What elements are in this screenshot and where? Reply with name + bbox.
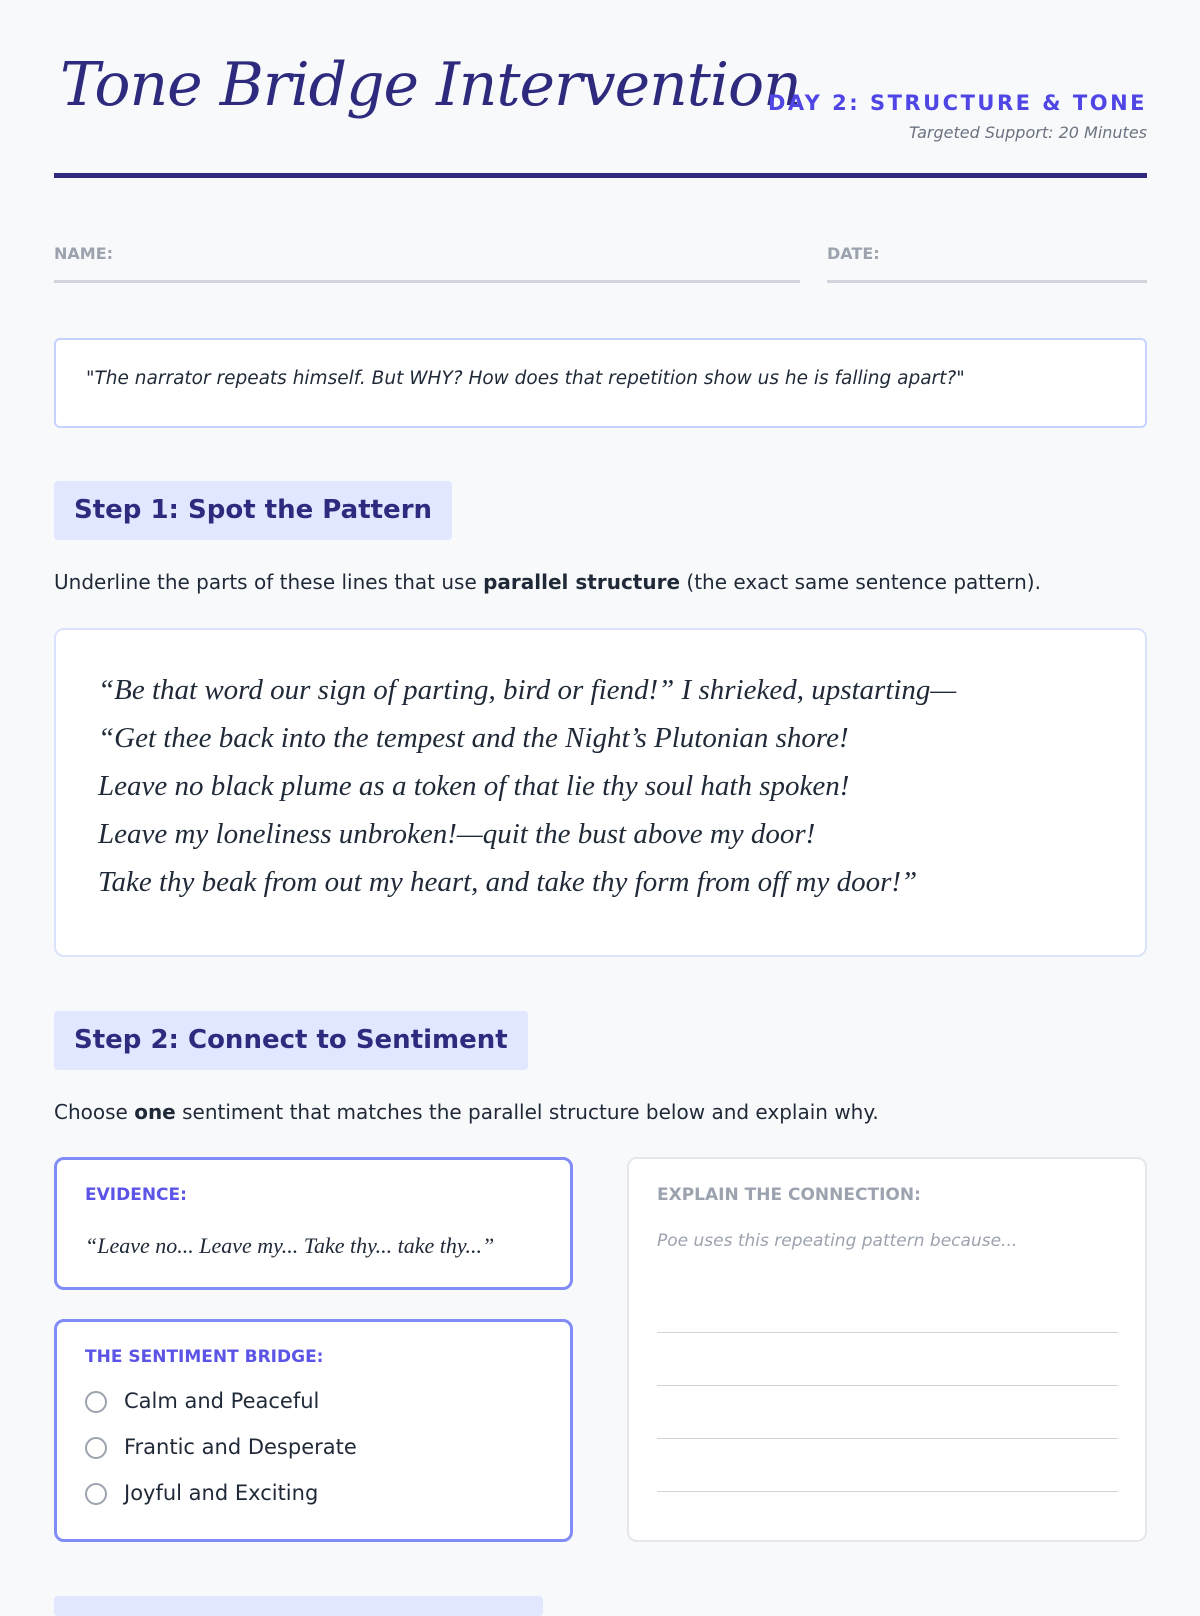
worksheet-title: Tone Bridge Intervention [60, 50, 801, 120]
poem-line[interactable]: Take thy beak from out my heart, and take thy form from off my door!” [98, 866, 918, 898]
step2-instruction-text-end: sentiment that matches the parallel structure below and explain why. [175, 1100, 879, 1124]
sentiment-option-label: Joyful and Exciting [124, 1481, 319, 1505]
poem-line[interactable]: “Get thee back into the tempest and the Night’s Plutonian shore! [98, 722, 849, 754]
worksheet-header [54, 0, 1147, 178]
sentiment-option-label: Frantic and Desperate [124, 1435, 357, 1459]
date-field[interactable] [827, 240, 1147, 283]
date-label: DATE: [827, 244, 880, 263]
step1-instruction-text-end: (the exact same sentence pattern). [680, 570, 1041, 594]
writing-line[interactable] [657, 1332, 1118, 1333]
poem-excerpt-box [54, 628, 1147, 957]
writing-line[interactable] [657, 1438, 1118, 1439]
support-duration: Targeted Support: 20 Minutes [909, 123, 1147, 142]
guiding-question-box [54, 338, 1147, 428]
day-label: DAY 2: STRUCTURE & TONE [767, 91, 1147, 115]
writing-line[interactable] [657, 1491, 1118, 1492]
sentiment-option-label: Calm and Peaceful [124, 1389, 320, 1413]
name-field[interactable] [54, 240, 800, 283]
evidence-label: EVIDENCE: [85, 1185, 187, 1205]
step1-instruction-text: Underline the parts of these lines that use [54, 570, 484, 594]
evidence-text: “Leave no... Leave my... Take thy... take thy...” [85, 1233, 495, 1258]
step2-instruction-emphasis: one [134, 1100, 176, 1124]
poem-line[interactable]: “Be that word our sign of parting, bird or fiend!” I shrieked, upstarting— [98, 674, 957, 706]
sentiment-bridge-card [54, 1319, 573, 1542]
radio-button[interactable] [85, 1391, 107, 1413]
worksheet-page [54, 0, 1147, 1505]
explain-label: EXPLAIN THE CONNECTION: [657, 1185, 921, 1205]
step2-instruction-text: Choose [54, 1100, 135, 1124]
step1-instructions [54, 570, 1041, 594]
step2-heading: Step 2: Connect to Sentiment [54, 1011, 528, 1070]
radio-button[interactable] [85, 1437, 107, 1459]
poem-line[interactable]: Leave no black plume as a token of that lie thy soul hath spoken! [98, 770, 850, 802]
step1-heading: Step 1: Spot the Pattern [54, 481, 452, 540]
name-label: NAME: [54, 244, 114, 263]
poem-line[interactable]: Leave my loneliness unbroken!—quit the bust above my door! [98, 818, 816, 850]
student-info-row [54, 240, 1147, 282]
next-step-heading [54, 1596, 543, 1616]
explain-connection-card[interactable] [627, 1157, 1147, 1542]
radio-button[interactable] [85, 1483, 107, 1505]
step2-instructions [54, 1100, 879, 1124]
sentence-starter: Poe uses this repeating pattern because... [657, 1231, 1018, 1251]
evidence-card [54, 1157, 573, 1290]
step1-instruction-emphasis: parallel structure [483, 570, 681, 594]
sentiment-bridge-label: THE SENTIMENT BRIDGE: [85, 1347, 324, 1367]
writing-line[interactable] [657, 1385, 1118, 1386]
guiding-question: "The narrator repeats himself. But WHY? How does that repetition show us he is falling apart?" [86, 368, 965, 389]
